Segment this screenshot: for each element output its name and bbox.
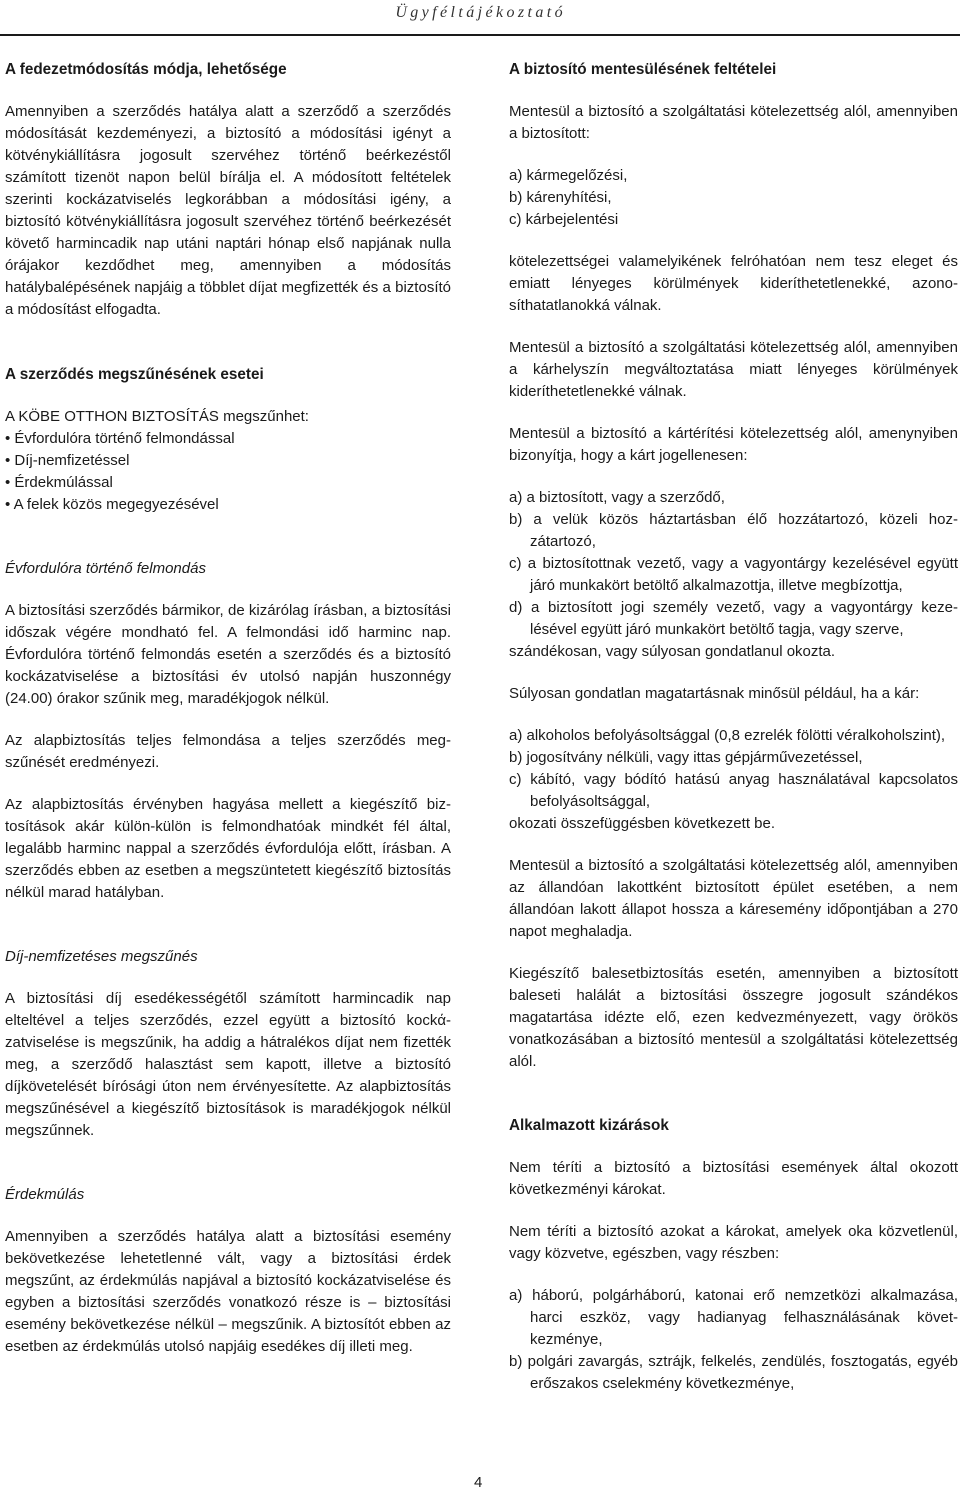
paragraph: Az alapbiztosítás érvényben hagyása mellett a kiegészítő biztosítások akár külön-külön is felmondhatóak mindkét fél által, legalább harminc nappal a szerződés évfordulója előtt, írásban. A szerződés ebben az esetben a megszüntetett kiegészítő biztosítás nélkül marad hatályban. xyxy=(5,796,451,901)
list-item: b) a velük közös háztartásban élő hozzátartozó, közeli hozzátartozó, xyxy=(509,511,958,550)
header-title: Ügyféltájékoztató xyxy=(395,4,566,21)
subheading-evforduló: Évfordulóra történő felmondás xyxy=(5,560,206,577)
section-heading-fedezetmodositas: A fedezetmódosítás módja, lehetősége xyxy=(5,61,287,78)
list-item: b) kárenyhítési, xyxy=(509,189,612,206)
subheading-erdekmulas: Érdekmúlás xyxy=(5,1186,85,1203)
paragraph: Nem téríti a biztosító azokat a károkat, amelyek oka közvetlenül, vagy közvetve, egészben, vagy részben: xyxy=(509,1223,958,1262)
paragraph: Amennyiben a szerződés hatálya alatt a szerződő a szerződés módosítását kezdeményezi, a biztosító a módosítási igényt a kötvénykiállításra jogosult szervéhez történő beérkezéstől számított tizenöt napon belül bírálja el. A módosított feltételek szerinti kockázatviselés legkorábban a módosítási igény, a biztosító kötvénykiállításra jogosult szervéhez történő beérkezését követő harmincadik nap utáni naptári hónap első napjának nulla órájakor kezdődhet meg, amennyiben a módosítás hatálybalépésének napjáig a többlet díjat megfizették és a biztosító a módosítást elfogadta. xyxy=(5,103,451,318)
right-column xyxy=(509,57,958,1395)
list-item: c) kábító, vagy bódító hatású anyag használatával kapcsolatos befolyásoltsággal, xyxy=(509,771,958,810)
list-item: d) a biztosított jogi személy vezető, vagy a vagyontárgy kezelésével együtt járó munkakört betöltő tagja, vagy szerve, xyxy=(509,599,958,638)
left-column xyxy=(5,57,451,1358)
list-item: b) jogosítvány nélküli, vagy ittas gépjárművezetéssel, xyxy=(509,749,863,766)
bullet-item: • A felek közös megegyezésével xyxy=(5,496,219,513)
paragraph: Az alapbiztosítás teljes felmondása a teljes szerződés megszűnését eredményezi. xyxy=(5,732,451,771)
paragraph: szándékosan, vagy súlyosan gondatlanul okozta. xyxy=(509,643,836,660)
page-number: 4 xyxy=(474,1474,483,1491)
paragraph: Mentesül a biztosító a szolgáltatási kötelezettség alól, amennyiben az állandóan lakottként biztosított épület esetében, a nem állandóan lakott állapot hossza a káresemény időpontjában a 270 napot meghaladja. xyxy=(509,857,958,940)
list-item: a) alkoholos befolyásoltsággal (0,8 ezrelék fölötti véralkoholszint), xyxy=(509,727,946,744)
bullet-item: • Évfordulóra történő felmondással xyxy=(5,430,235,447)
paragraph: Súlyosan gondatlan magatartásnak minősül például, ha a kár: xyxy=(509,685,920,702)
section-heading-kizarasok: Alkalmazott kizárások xyxy=(509,1117,669,1134)
bullet-item: • Díj-nemfizetéssel xyxy=(5,452,130,469)
paragraph: Kiegészítő balesetbiztosítás esetén, amennyiben a biztosított baleseti halálát a biztosítási összegre jogosult szándékos magatartása idézte elő, ezen kedvezményezett, vagy örökös vonatkozásában a biztosító mentesül a szolgáltatási kötelezettség alól. xyxy=(509,965,958,1070)
header-divider xyxy=(0,34,960,36)
list-item: c) a biztosítottnak vezető, vagy a vagyontárgy kezelésével együtt járó munkakört betöltő alkalmazottja, illetve megbízottja, xyxy=(509,555,958,594)
paragraph: Mentesül a biztosító a kártérítési kötelezettség alól, amenynyiben bizonyítja, hogy a kárt jogellenesen: xyxy=(509,425,958,464)
section-heading-megszunes: A szerződés megszűnésének esetei xyxy=(5,366,264,383)
paragraph: Mentesül a biztosító a szolgáltatási kötelezettség alól, amennyiben a biztosított: xyxy=(509,103,958,142)
paragraph-intro: A KÖBE OTTHON BIZTOSÍTÁS megszűnhet: xyxy=(5,408,309,425)
paragraph: A biztosítási díj esedékességétől számított harmincadik nap elteltével a teljes szerződés, ezzel együtt a biztosító kockάzatviselése is megszűnik, ha addig a hátralékos díjat nem fizették meg, a szerződő halasztást sem kapott, illetve a biztosító díjkövetelését bírósági úton nem érvényesítette. Az alapbiztosítás megszűnésével a kiegészítő biztosítások is maradékjogok nélkül megszűnnek. xyxy=(5,990,451,1139)
paragraph: okozati összefüggésben következett be. xyxy=(509,815,776,832)
paragraph: Nem téríti a biztosító a biztosítási események által okozott következményi károkat. xyxy=(509,1159,958,1198)
subheading-dij-nemfizetes: Díj-nemfizetéses megszűnés xyxy=(5,948,198,965)
paragraph: Amennyiben a szerződés hatálya alatt a biztosítási esemény bekövetkezése lehetetlenné vált, vagy a biztosítási érdek megszűnt, az érdekmúlás napjával a biztosító kockázatviselése és egyben a biztosítási szerződés vonatkozó része is – biztosítási esemény bekövetkezése nélkül – megszűnik. A biztosítót ebben az esetben az érdekmúlás utolsó napjáig esedékes díj illeti meg. xyxy=(5,1228,451,1355)
list-item: b) polgári zavargás, sztrájk, felkelés, zendülés, fosztogatás, egyéb erőszakos cselekmény következménye, xyxy=(509,1353,958,1392)
list-item: a) kármegelőzési, xyxy=(509,167,628,184)
section-heading-mentesules: A biztosító mentesülésének feltételei xyxy=(509,61,777,78)
bullet-item: • Érdekmúlással xyxy=(5,474,113,491)
list-item: c) kárbejelentési xyxy=(509,211,619,228)
paragraph: kötelezettségei valamelyikének felróhatóan nem tesz eleget és emiatt lényeges körülmények kideríthetetlenekké, azonosíthatatlanokká válnak. xyxy=(509,253,958,314)
paragraph: A biztosítási szerződés bármikor, de kizárólag írásban, a biztosítási időszak végére mondható fel. A felmondási idő harminc nap. Évfordulóra történő felmondás esetén a szerződés és a biztosító kockázatviselése a biztosítási év utolsó napján huszonnégy (24.00) órakor szűnik meg, maradékjogok nélkül. xyxy=(5,602,451,707)
paragraph: Mentesül a biztosító a szolgáltatási kötelezettség alól, amennyiben a kárhelyszín megváltoztatása miatt lényeges körülmények kideríthetetlenekké válnak. xyxy=(509,339,958,400)
list-item: a) háború, polgárháború, katonai erő nemzetközi alkalmazása, harci eszköz, vagy hadianyag felhasználásának következménye, xyxy=(509,1287,958,1348)
list-item: a) a biztosított, vagy a szerződő, xyxy=(509,489,725,506)
